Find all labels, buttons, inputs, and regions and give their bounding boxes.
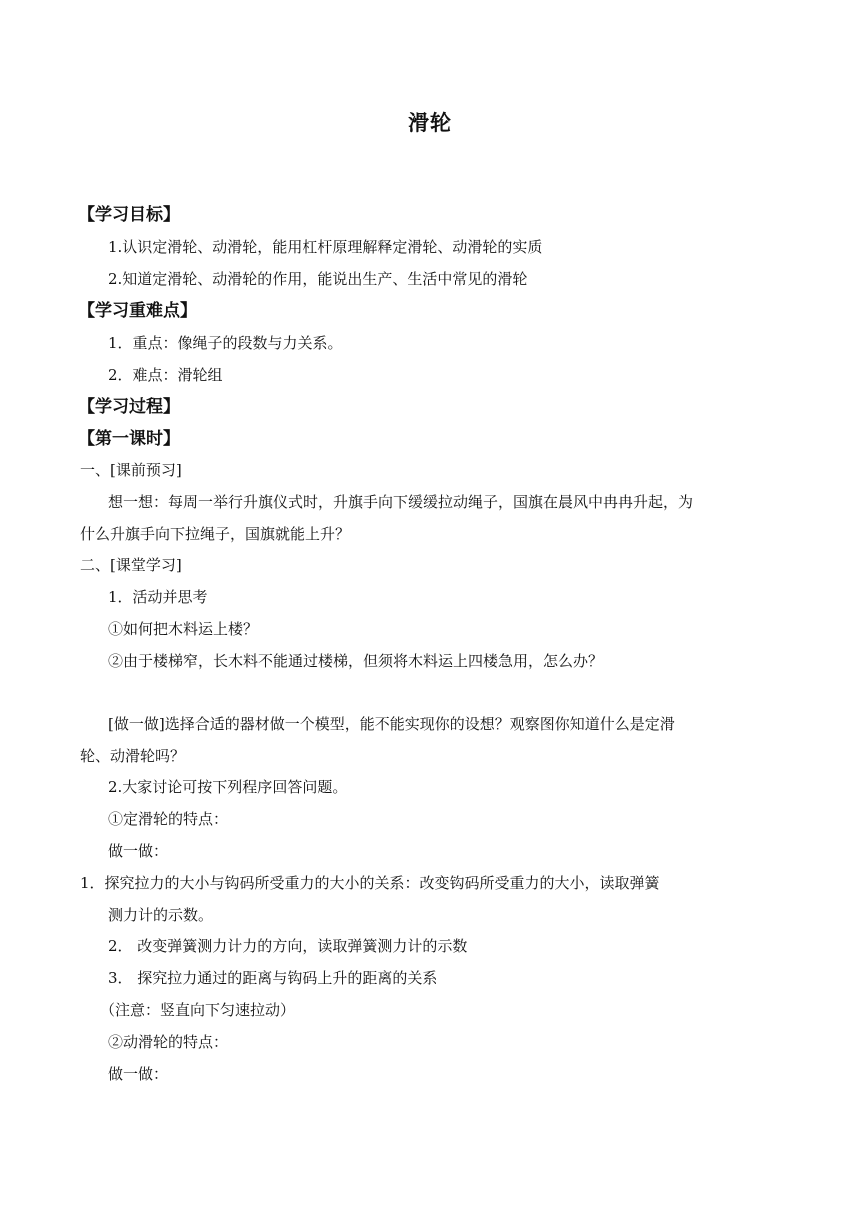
preview-think-line1: 想一想：每周一举行升旗仪式时，升旗手向下缓缓拉动绳子，国旗在晨风中冉冉升起，为 — [108, 493, 694, 511]
step-3: 3． 探究拉力通过的距离与钩码上升的距离的关系 — [108, 969, 438, 987]
process-heading: 【学习过程】 — [78, 397, 180, 417]
activity-title: 1．活动并思考 — [108, 588, 208, 606]
objective-2: 2.知道定滑轮、动滑轮的作用，能说出生产、生活中常见的滑轮 — [108, 270, 528, 288]
preview-heading: 一、[课前预习] — [80, 461, 182, 479]
step1-line2: 测力计的示数。 — [108, 906, 214, 924]
note: （注意：竖直向下匀速拉动） — [100, 1001, 296, 1019]
do-it-line2: 轮、动滑轮吗？ — [80, 747, 186, 765]
do-it-line1: [做一做]选择合适的器材做一个模型，能不能实现你的设想？观察图你知道什么是定滑 — [108, 715, 675, 733]
preview-think-line2: 什么升旗手向下拉绳子，国旗就能上升？ — [80, 525, 351, 543]
activity-question-1: ①如何把木料运上楼？ — [108, 620, 259, 638]
key-point-1: 1．重点：像绳子的段数与力关系。 — [108, 334, 343, 352]
class-heading: 二、[课堂学习] — [80, 556, 182, 574]
activity-question-2: ②由于楼梯窄，长木料不能通过楼梯，但须将木料运上四楼急用，怎么办？ — [108, 652, 604, 670]
objectives-heading: 【学习目标】 — [78, 205, 180, 225]
key-points-heading: 【学习重难点】 — [78, 301, 197, 321]
step1-line1: 1．探究拉力的大小与钩码所受重力的大小的关系：改变钩码所受重力的大小，读取弹簧 — [80, 874, 660, 892]
movable-pulley-heading: ②动滑轮的特点： — [108, 1033, 229, 1051]
do-it-label-a: 做一做： — [108, 842, 169, 860]
do-it-label-b: 做一做： — [108, 1065, 169, 1083]
discussion-instruction: 2.大家讨论可按下列程序回答问题。 — [108, 778, 348, 796]
key-point-2: 2．难点：滑轮组 — [108, 366, 223, 384]
step-2: 2． 改变弹簧测力计力的方向，读取弹簧测力计的示数 — [108, 937, 468, 955]
objective-1: 1.认识定滑轮、动滑轮，能用杠杆原理解释定滑轮、动滑轮的实质 — [108, 238, 543, 256]
fixed-pulley-heading: ①定滑轮的特点： — [108, 810, 229, 828]
page-title: 滑轮 — [408, 110, 452, 135]
lesson1-heading: 【第一课时】 — [78, 429, 180, 449]
